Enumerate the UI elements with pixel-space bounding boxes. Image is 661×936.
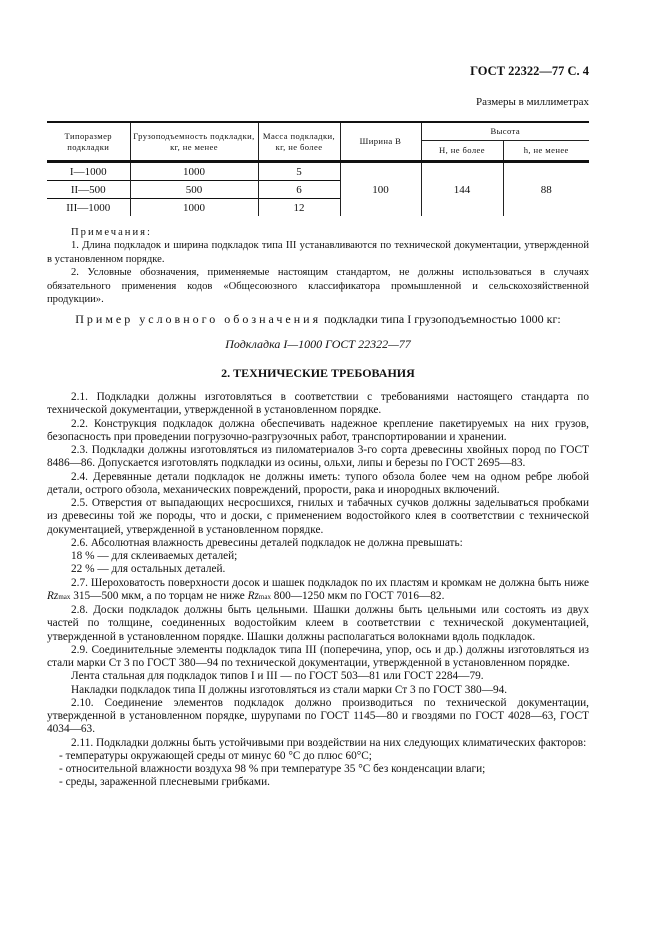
cell-mass: 6 [258, 181, 340, 199]
requirements-body [47, 391, 589, 790]
paragraph-2-5: 2.5. Отверстия от выпадающих несросшихся, гнилых и табачных сучков должны заделываться пробками из древесины той же породы, что и доски, с применением водостойкого клея в соответствии с технической документацией, утвержденной в установленном порядке. [47, 497, 589, 536]
example-text: подкладки типа I грузоподъемностью 1000 кг: [321, 312, 561, 326]
dimensions-table [47, 121, 589, 216]
cell-height-h: 88 [503, 162, 589, 217]
cell-capacity: 1000 [130, 199, 258, 217]
header-mass: Масса подкладки, кг, не более [258, 122, 340, 162]
section-title: 2. ТЕХНИЧЕСКИЕ ТРЕБОВАНИЯ [221, 366, 415, 380]
list-item: - относительной влажности воздуха 98 % при температуре 35 °С без конденсации влаги; [59, 763, 486, 775]
example-label: Пример условного обозначения [75, 312, 322, 326]
paragraph-2-8: 2.8. Доски подкладок должны быть цельными. Шашки должны быть цельными или состоять из двух частей по толщине, соединенных водостойким клеем в соответствии с технической документацией, утвержденной в установленном порядке. Шашки должны располагаться волокнами вдоль подкладок. [47, 604, 589, 643]
paragraph-2-6-a: 18 % — для склеиваемых деталей; [71, 550, 238, 562]
cell-size: II—500 [47, 181, 130, 199]
notes [47, 226, 589, 306]
paragraph-2-10: 2.10. Соединение элементов подкладок должно производиться по технической документации, утвержденной в установленном порядке, шурупами по ГОСТ 1145—80 и гвоздями по ГОСТ 4028—63, ГОСТ 4034—63. [47, 696, 589, 736]
cell-size: III—1000 [47, 199, 130, 217]
header-size: Типоразмер подкладки [47, 122, 130, 162]
note-item: 1. Длина подкладок и ширина подкладок типа III устанавливаются по технической документации, утвержденной в установленном порядке. [47, 240, 589, 265]
list-item: - температуры окружающей среды от минус 60 °С до плюс 60°С; [59, 749, 372, 762]
notes-title: Примечания: [71, 227, 152, 238]
example-code: Подкладка I—1000 ГОСТ 22322—77 [225, 337, 411, 351]
rz-subscript: max [58, 592, 71, 601]
note-item: 2. Условные обозначения, применяемые настоящим стандартом, не должны использоваться в случаях обязательного применения кодов «Общесоюзного классификатора промышленной и сельскохозяйственной продукции». [47, 267, 589, 306]
cell-height-H: 144 [421, 162, 503, 217]
paragraph-2-9-a: Лента стальная для подкладок типов I и III — по ГОСТ 503—81 или ГОСТ 2284—79. [71, 670, 484, 683]
list-item: - среды, зараженной плесневыми грибками. [59, 776, 270, 789]
header-height: Высота [421, 122, 589, 141]
rz-symbol [47, 590, 70, 602]
header-height-h: h, не менее [503, 141, 589, 162]
paragraph-2-11: 2.11. Подкладки должны быть устойчивыми при воздействии на них следующих климатических факторов: [71, 736, 587, 749]
cell-mass: 5 [258, 162, 340, 181]
paragraph-2-4: 2.4. Деревянные детали подкладок не должны иметь: тупого обзола более чем на одном ребре любой детали, острого обзола, механических повреждений, прорости, рака и инородных включений. [47, 470, 589, 496]
text: 2.7. Шероховатость поверхности досок и шашек подкладок по их пластям и кромкам не должна быть ниже [71, 576, 589, 589]
header-width: Ширина B [340, 122, 421, 162]
header-height-H: H, не более [421, 141, 503, 162]
cell-width: 100 [340, 162, 421, 217]
cell-capacity: 500 [130, 181, 258, 199]
paragraph-2-1: 2.1. Подкладки должны изготовляться в соответствии с требованиями настоящего стандарта по технической документации, утвержденной в установленном порядке. [47, 391, 589, 417]
text: 315—500 мкм, а по торцам не ниже [70, 589, 248, 602]
paragraph-2-6: 2.6. Абсолютная влажность древесины деталей подкладок не должна превышать: [71, 536, 463, 549]
rz-subscript: max [258, 592, 271, 601]
text: 800—1250 мкм по ГОСТ 7016—82. [270, 589, 445, 602]
cell-capacity: 1000 [130, 162, 258, 181]
units-note: Размеры в миллиметрах [476, 96, 589, 108]
paragraph-2-9: 2.9. Соединительные элементы подкладок типа III (поперечина, упор, ось и др.) должны изготовляться из стали марки Ст 3 по ГОСТ 380—94 по технической документации, утвержденной в установленном порядке. [47, 643, 589, 669]
rz: Rz [47, 589, 59, 602]
table-row [47, 162, 589, 181]
header-capacity: Грузоподъемность подкладки, кг, не менее [130, 122, 258, 162]
paragraph-2-7 [47, 577, 589, 605]
designation-example [47, 312, 589, 327]
rz: Rz [247, 589, 259, 602]
rz-symbol [248, 590, 271, 602]
paragraph-2-6-b: 22 % — для остальных деталей. [71, 563, 226, 576]
paragraph-2-2: 2.2. Конструкция подкладок должна обеспечивать надежное крепление пакетируемых на них грузов, безопасность при проведении погрузочно-разгрузочных работ, транспортировании и хранении. [47, 417, 589, 443]
document-header: ГОСТ 22322—77 С. 4 [470, 64, 589, 78]
cell-size: I—1000 [47, 162, 130, 181]
paragraph-2-9-b: Накладки подкладок типа II должны изготовляться из стали марки Ст 3 по ГОСТ 380—94. [71, 683, 508, 696]
paragraph-2-3: 2.3. Подкладки должны изготовляться из пиломатериалов 3-го сорта древесины хвойных пород по ГОСТ 8486—86. Допускается изготовлять подкладки из осины, ольхи, липы и березы по ГОСТ 2695—83. [47, 444, 589, 470]
cell-mass: 12 [258, 199, 340, 217]
